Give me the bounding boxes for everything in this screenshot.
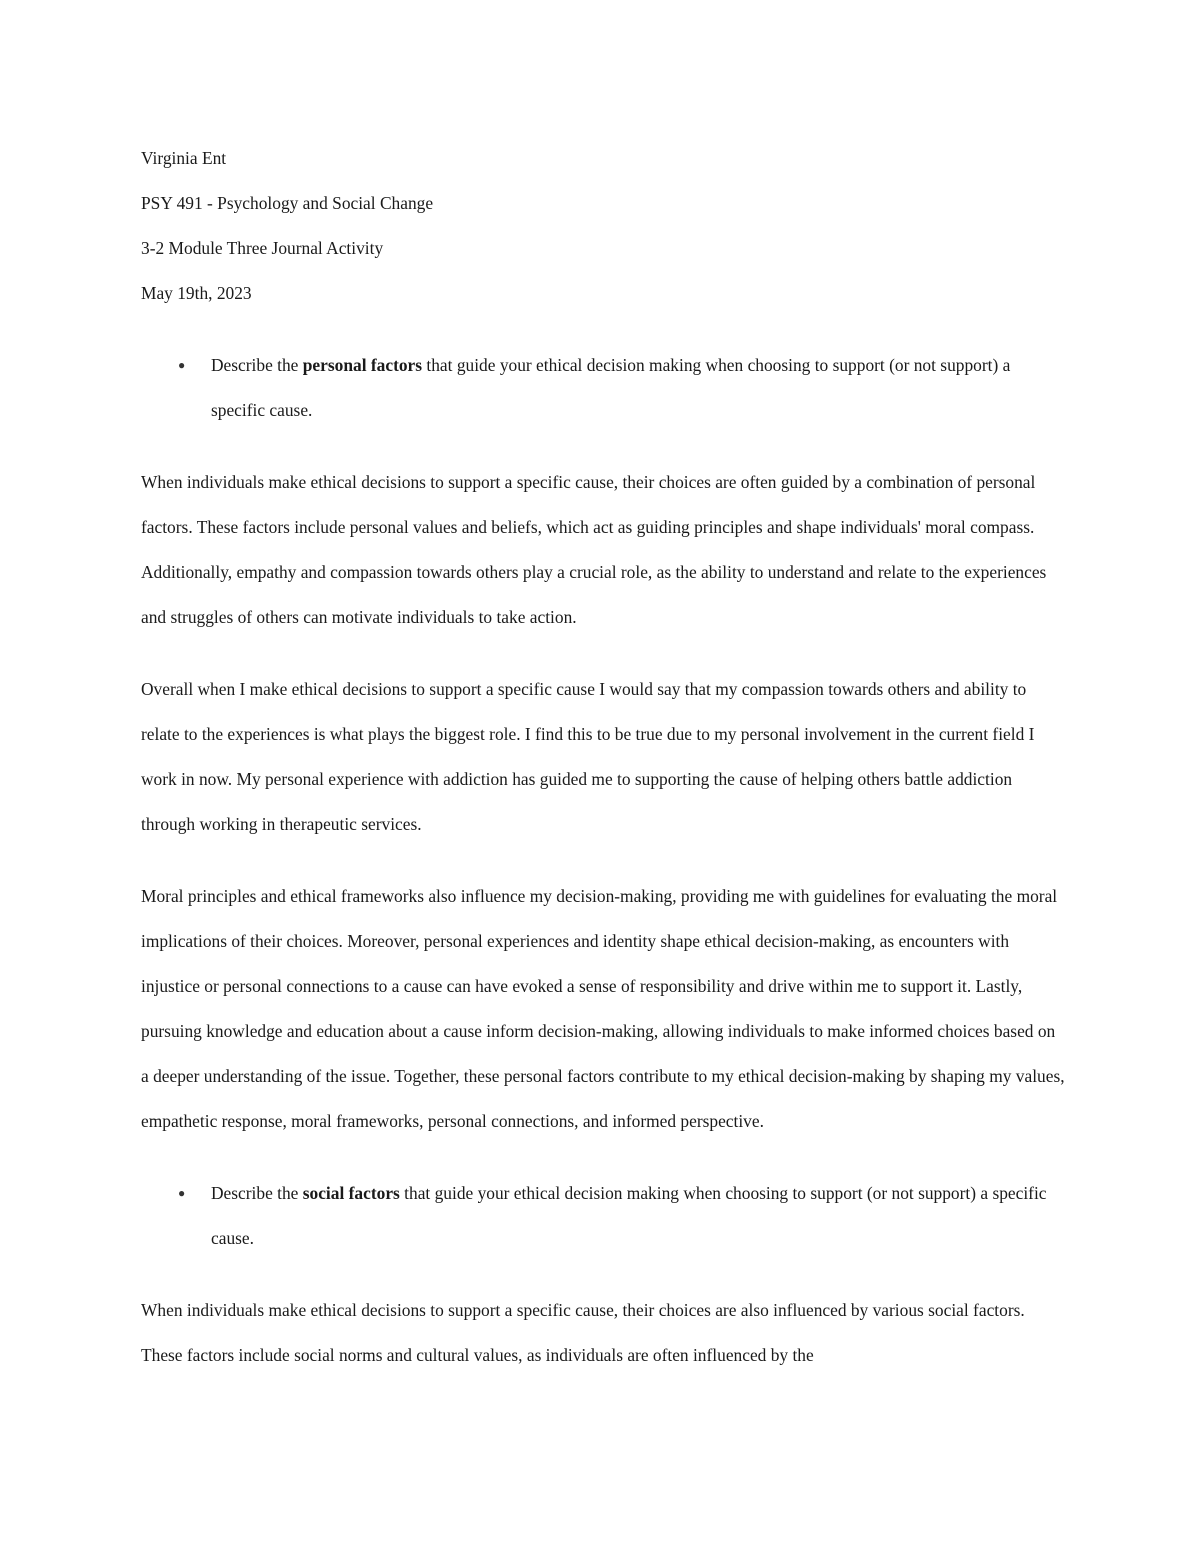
prompt-social-factors xyxy=(141,1171,1066,1261)
paragraph-1: When individuals make ethical decisions to support a specific cause, their choices are often guided by a combination of personal factors. These factors include personal values and beliefs, which act as guiding principles and shape individuals' moral compass. Additionally, empathy and compassion towards others play a crucial role, as the ability to understand and relate to the experiences and struggles of others can motivate individuals to take action. xyxy=(141,472,1047,627)
author-name: Virginia Ent xyxy=(141,148,227,168)
paragraph-4: When individuals make ethical decisions to support a specific cause, their choices are also influenced by various social factors. These factors include social norms and cultural values, as individuals are often influenced by the xyxy=(141,1300,1025,1365)
assignment-title: 3-2 Module Three Journal Activity xyxy=(141,238,384,258)
prompt-keyword: social factors xyxy=(302,1183,400,1203)
document-date: May 19th, 2023 xyxy=(141,283,252,303)
paragraph-3: Moral principles and ethical frameworks also influence my decision-making, providing me with guidelines for evaluating the moral implications of their choices. Moreover, personal experiences and identity shape ethical decision-making, as encounters with injustice or personal connections to a cause can have evoked a sense of responsibility and drive within me to support it. Lastly, pursuing knowledge and education about a cause inform decision-making, allowing individuals to make informed choices based on a deeper understanding of the issue. Together, these personal factors contribute to my ethical decision-making by shaping my values, empathetic response, moral frameworks, personal connections, and informed perspective. xyxy=(141,886,1065,1131)
prompt-text-before: Describe the xyxy=(211,1183,303,1203)
prompt-text-after: that guide your ethical decision making when choosing to support (or not support) a specific cause. xyxy=(211,1183,1047,1248)
paragraph-2: Overall when I make ethical decisions to support a specific cause I would say that my compassion towards others and ability to relate to the experiences is what plays the biggest role. I find this to be true due to my personal involvement in the current field I work in now. My personal experience with addiction has guided me to supporting the cause of helping others battle addiction through working in therapeutic services. xyxy=(141,679,1035,834)
prompt-text-before: Describe the xyxy=(211,355,303,375)
prompt-keyword: personal factors xyxy=(302,355,423,375)
prompt-text-after: that guide your ethical decision making when choosing to support (or not support) a specific cause. xyxy=(211,355,1011,420)
course-title: PSY 491 - Psychology and Social Change xyxy=(141,193,434,213)
bullet-icon: ● xyxy=(178,1186,186,1200)
document-body xyxy=(141,136,1066,1405)
prompt-personal-factors xyxy=(141,343,1066,433)
bullet-icon: ● xyxy=(178,358,186,372)
